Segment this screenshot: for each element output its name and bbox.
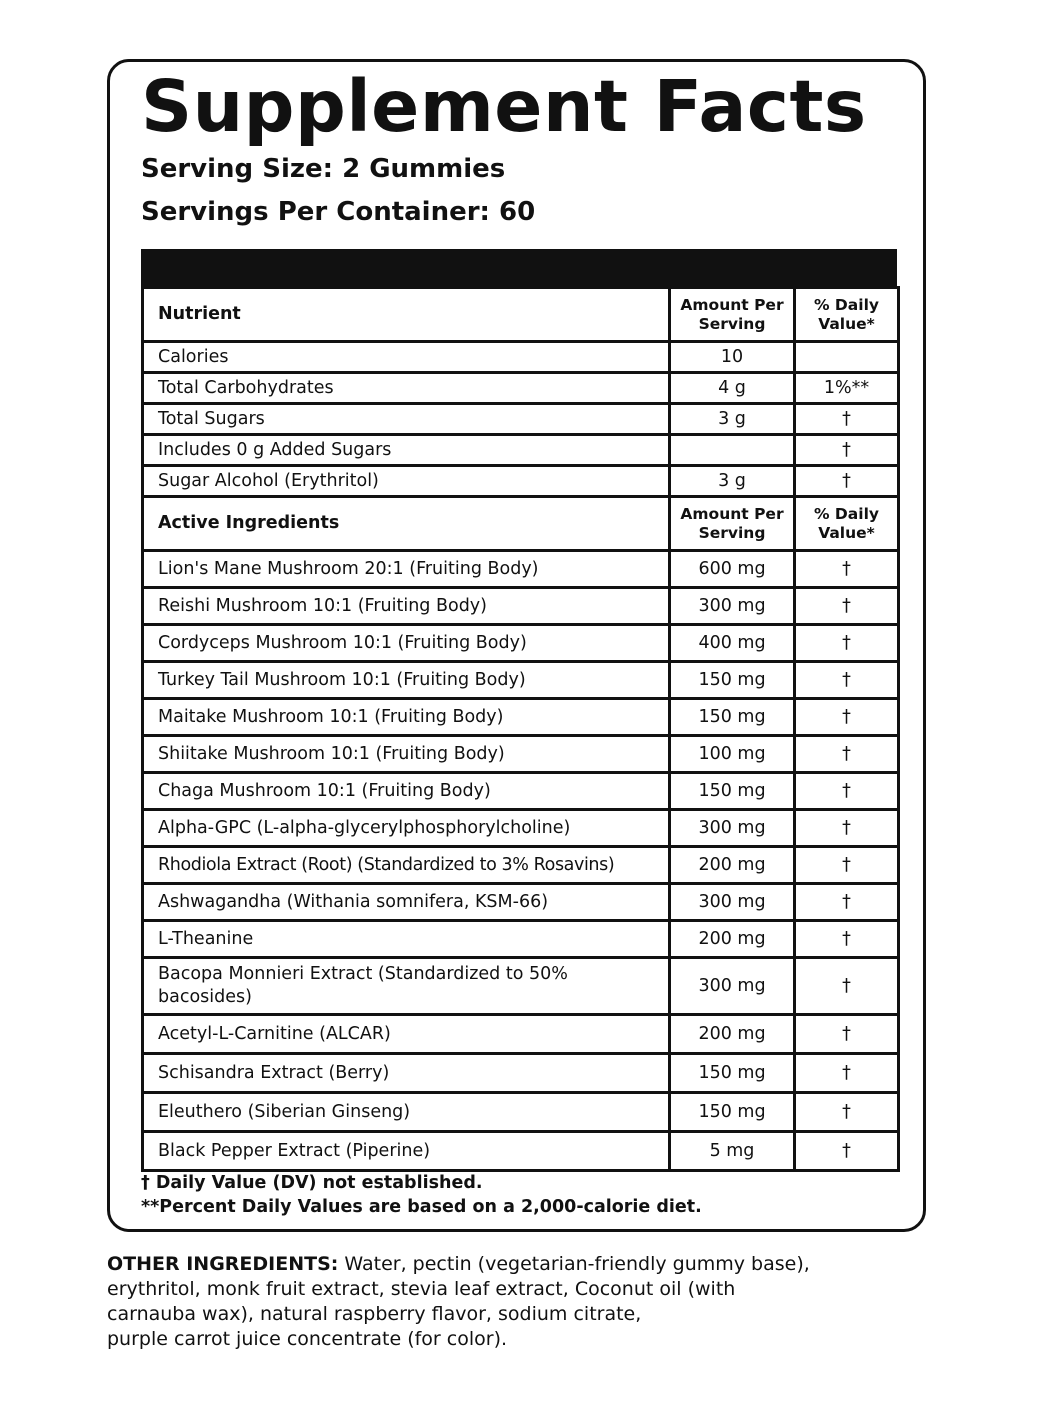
nutrient-name: Calories: [143, 342, 670, 373]
ingredient-row: [143, 736, 899, 773]
ingredient-amount: 200 mg: [670, 921, 795, 958]
ingredient-dv: †: [795, 773, 899, 810]
ingredient-dv: †: [795, 699, 899, 736]
nutrient-row: [143, 342, 899, 373]
ingredient-row: [143, 884, 899, 921]
nutrient-amount: 3 g: [670, 466, 795, 497]
active-header-name: Active Ingredients: [143, 497, 670, 551]
ingredient-dv: †: [795, 1015, 899, 1054]
ingredient-amount: 5 mg: [670, 1132, 795, 1171]
ingredient-amount: 600 mg: [670, 551, 795, 588]
other-ingredients-line: carnauba wax), natural raspberry flavor, sodium citrate,: [107, 1303, 642, 1325]
footnote-percent: **Percent Daily Values are based on a 2,000-calorie diet.: [141, 1197, 702, 1217]
ingredient-name: Schisandra Extract (Berry): [143, 1054, 670, 1093]
ingredient-name: Rhodiola Extract (Root) (Standardized to 3% Rosavins): [143, 847, 670, 884]
ingredient-name: Maitake Mushroom 10:1 (Fruiting Body): [143, 699, 670, 736]
ingredient-name: Cordyceps Mushroom 10:1 (Fruiting Body): [143, 625, 670, 662]
label-title: Supplement Facts: [141, 65, 867, 148]
ingredient-name: Bacopa Monnieri Extract (Standardized to 50% bacosides): [143, 958, 670, 1015]
ingredient-dv: †: [795, 1054, 899, 1093]
ingredient-name: Shiitake Mushroom 10:1 (Fruiting Body): [143, 736, 670, 773]
ingredient-amount: 200 mg: [670, 1015, 795, 1054]
footnote-dagger: † Daily Value (DV) not established.: [141, 1173, 483, 1193]
other-ingredients-text: Water, pectin (vegetarian-friendly gummy base),: [338, 1253, 810, 1275]
other-ingredients-line: purple carrot juice concentrate (for color).: [107, 1328, 508, 1350]
nutrient-name: Total Carbohydrates: [143, 373, 670, 404]
ingredient-dv: †: [795, 810, 899, 847]
nutrient-header-dv: % Daily Value*: [795, 288, 899, 342]
nutrient-amount: 10: [670, 342, 795, 373]
ingredient-row: [143, 588, 899, 625]
other-ingredients-label: OTHER INGREDIENTS:: [107, 1253, 339, 1275]
ingredient-amount: 150 mg: [670, 1054, 795, 1093]
active-header-dv: % Daily Value*: [795, 497, 899, 551]
ingredient-amount: 150 mg: [670, 699, 795, 736]
ingredient-dv: †: [795, 958, 899, 1015]
nutrient-row: [143, 404, 899, 435]
ingredient-row: [143, 625, 899, 662]
active-header-row: [143, 497, 899, 551]
ingredient-name: Ashwagandha (Withania somnifera, KSM-66): [143, 884, 670, 921]
ingredient-row: [143, 847, 899, 884]
ingredient-row: [143, 921, 899, 958]
ingredient-amount: 300 mg: [670, 884, 795, 921]
ingredient-amount: 300 mg: [670, 958, 795, 1015]
ingredient-row: [143, 1054, 899, 1093]
ingredient-name: Acetyl-L-Carnitine (ALCAR): [143, 1015, 670, 1054]
ingredient-dv: †: [795, 551, 899, 588]
ingredient-amount: 300 mg: [670, 588, 795, 625]
ingredient-amount: 150 mg: [670, 1093, 795, 1132]
ingredient-row: [143, 662, 899, 699]
ingredient-dv: †: [795, 736, 899, 773]
ingredient-row: [143, 551, 899, 588]
facts-table: [141, 286, 900, 1172]
nutrient-header-amount: Amount Per Serving: [670, 288, 795, 342]
ingredient-dv: †: [795, 662, 899, 699]
ingredient-name: L-Theanine: [143, 921, 670, 958]
ingredient-dv: †: [795, 588, 899, 625]
ingredient-dv: †: [795, 625, 899, 662]
ingredient-row: [143, 1132, 899, 1171]
ingredient-amount: 150 mg: [670, 662, 795, 699]
nutrient-row: [143, 435, 899, 466]
nutrient-dv: †: [795, 404, 899, 435]
nutrient-header-row: [143, 288, 899, 342]
ingredient-name: Black Pepper Extract (Piperine): [143, 1132, 670, 1171]
ingredient-row: [143, 958, 899, 1015]
nutrient-name: Sugar Alcohol (Erythritol): [143, 466, 670, 497]
nutrient-row: [143, 373, 899, 404]
ingredient-dv: †: [795, 1132, 899, 1171]
ingredient-amount: 300 mg: [670, 810, 795, 847]
nutrient-name: Includes 0 g Added Sugars: [143, 435, 670, 466]
other-ingredients-line: [107, 1252, 907, 1277]
header-divider-bar: [141, 249, 897, 286]
ingredient-amount: 400 mg: [670, 625, 795, 662]
nutrient-dv: †: [795, 466, 899, 497]
nutrient-dv: †: [795, 435, 899, 466]
ingredient-name: Turkey Tail Mushroom 10:1 (Fruiting Body): [143, 662, 670, 699]
ingredient-dv: †: [795, 1093, 899, 1132]
ingredient-name: Alpha-GPC (L-alpha-glycerylphosphorylcholine): [143, 810, 670, 847]
nutrient-name: Total Sugars: [143, 404, 670, 435]
ingredient-row: [143, 810, 899, 847]
ingredient-dv: †: [795, 847, 899, 884]
ingredient-amount: 100 mg: [670, 736, 795, 773]
ingredient-row: [143, 773, 899, 810]
ingredient-amount: 200 mg: [670, 847, 795, 884]
ingredient-name: Chaga Mushroom 10:1 (Fruiting Body): [143, 773, 670, 810]
nutrient-dv: 1%**: [795, 373, 899, 404]
ingredient-row: [143, 699, 899, 736]
ingredient-name: Eleuthero (Siberian Ginseng): [143, 1093, 670, 1132]
ingredient-name: Lion's Mane Mushroom 20:1 (Fruiting Body): [143, 551, 670, 588]
ingredient-row: [143, 1015, 899, 1054]
ingredient-dv: †: [795, 884, 899, 921]
active-header-amount: Amount Per Serving: [670, 497, 795, 551]
ingredient-row: [143, 1093, 899, 1132]
nutrient-dv: [795, 342, 899, 373]
ingredient-amount: 150 mg: [670, 773, 795, 810]
nutrient-row: [143, 466, 899, 497]
serving-size: Serving Size: 2 Gummies: [141, 154, 506, 184]
other-ingredients: [107, 1252, 907, 1352]
nutrient-header-name: Nutrient: [143, 288, 670, 342]
nutrient-amount: 4 g: [670, 373, 795, 404]
other-ingredients-line: erythritol, monk fruit extract, stevia leaf extract, Coconut oil (with: [107, 1278, 736, 1300]
nutrient-amount: 3 g: [670, 404, 795, 435]
ingredient-dv: †: [795, 921, 899, 958]
ingredient-name: Reishi Mushroom 10:1 (Fruiting Body): [143, 588, 670, 625]
servings-per-container: Servings Per Container: 60: [141, 197, 536, 227]
nutrient-amount: [670, 435, 795, 466]
